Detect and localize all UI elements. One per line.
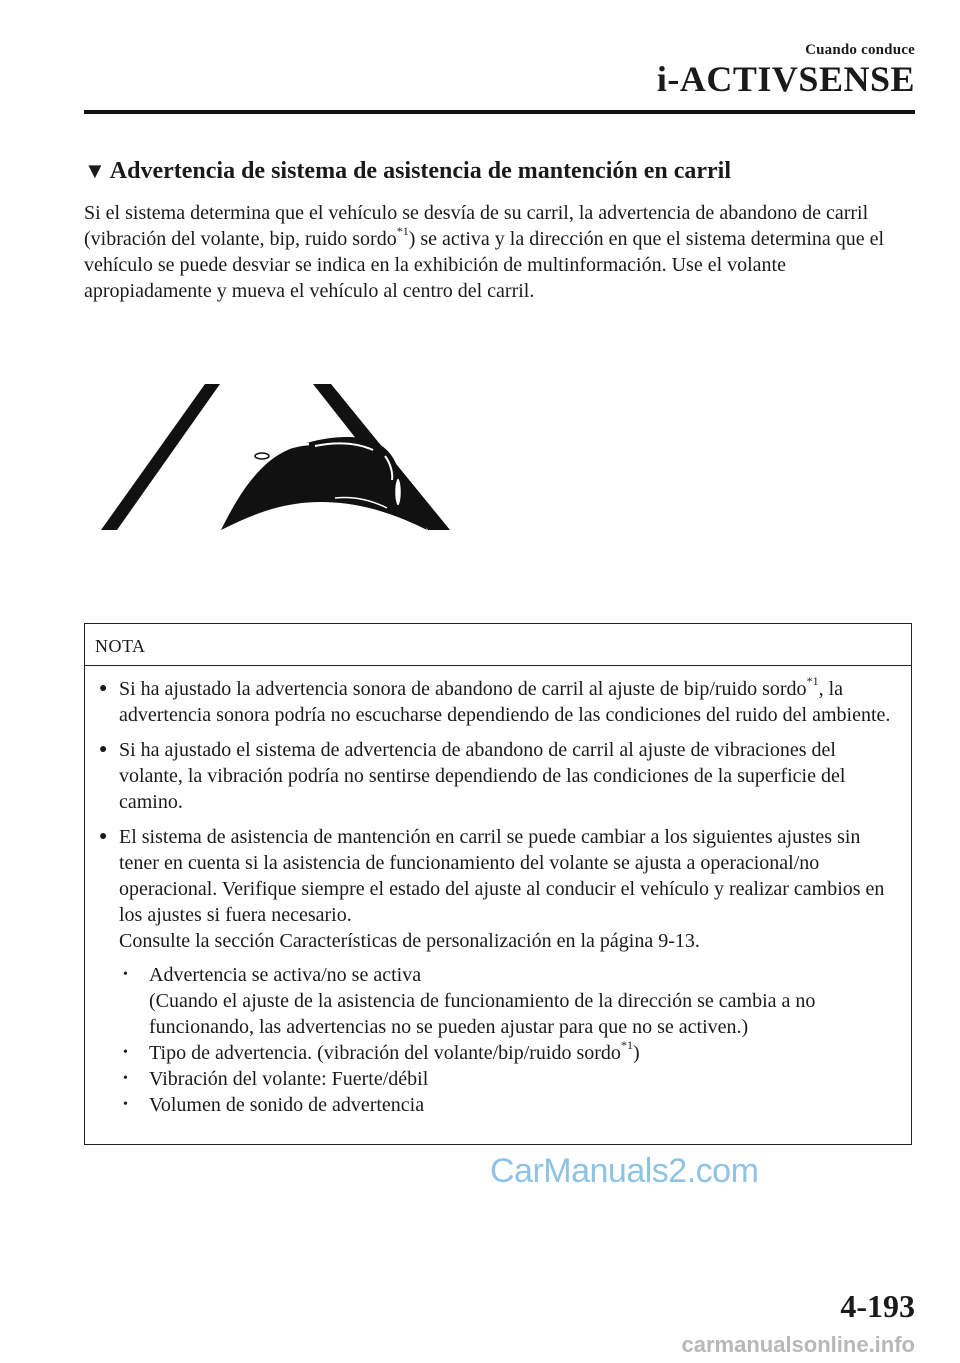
footnote-ref: *1 (396, 224, 409, 239)
small-bullet-icon: • (123, 1097, 128, 1112)
note-item-1-part1: Si ha ajustado la advertencia sonora de abandono de carril al ajuste de bip/ruido sordo (119, 678, 807, 700)
sub-item-3-text: Vibración del volante: Fuerte/débil (149, 1068, 429, 1090)
body-text-part1: Si el sistema determina que el vehículo se desvía de su carril, la advertencia de abandono de carril (vibración del volante, bip, ruido sordo (84, 202, 869, 250)
watermark-carmanualsonline[interactable]: carmanualsonline.info (681, 1332, 915, 1357)
note-item (97, 676, 899, 728)
bullet-icon: ● (99, 829, 108, 844)
lane-line-left-icon (101, 384, 220, 530)
sub-item-2-close: ) (632, 1042, 640, 1064)
triangle-marker-icon: ▼ (84, 158, 106, 183)
small-bullet-icon: • (123, 1071, 128, 1086)
footnote-ref: *1 (806, 674, 819, 689)
note-item-2-text: Si ha ajustado el sistema de advertencia de abandono de carril al ajuste de vibraciones del volante, la vibración podría no sentirse dependiendo de las condiciones de la superficie del camino. (119, 739, 846, 813)
note-sub-list (119, 962, 899, 1118)
note-item-3-reference: Consulte la sección Características de personalización en la página 9-13. (119, 930, 700, 952)
sub-list-item (119, 962, 899, 1040)
note-item-3-text: El sistema de asistencia de mantención en carril se puede cambiar a los siguientes ajustes sin tener en cuenta si la asistencia de funcionamiento del volante se ajusta a operacional/no operacional. Verifique siempre el estado del ajuste al conducir el vehículo y realizar cambios en los ajustes si fuera necesario. (119, 826, 885, 926)
sub-list-item (119, 1092, 899, 1118)
sub-item-4-text: Volumen de sonido de advertencia (149, 1094, 425, 1116)
note-item (97, 824, 899, 1118)
header-section-label: Cuando conduce (805, 42, 915, 58)
section-heading (84, 158, 914, 185)
bullet-icon: ● (99, 681, 108, 696)
sub-item-1-detail: (Cuando el ajuste de la asistencia de funcionamiento de la dirección se cambia a no funcionando, las advertencias no se pueden ajustar para que no se activen.) (149, 990, 816, 1038)
body-paragraph (84, 200, 914, 304)
sub-list-item (119, 1066, 899, 1092)
watermark-carmanuals2[interactable]: CarManuals2.com (490, 1152, 759, 1190)
small-bullet-icon: • (123, 1045, 128, 1060)
sub-item-1-title: Advertencia se activa/no se activa (149, 964, 422, 986)
header-title: i-ACTIVSENSE (656, 59, 915, 99)
small-bullet-icon: • (123, 967, 128, 982)
section-heading-text: Advertencia de sistema de asistencia de mantención en carril (109, 158, 732, 184)
car-silhouette-icon (221, 437, 427, 530)
body-text-part2: ) se activa y la dirección en que el sistema determina que el vehículo se puede desviar se indica en la exhibición de multinformación. Use el volante apropiadamente y mueva el vehículo al centro del carril. (84, 228, 885, 302)
note-item (97, 737, 899, 815)
note-title: NOTA (85, 624, 911, 666)
note-item-1-part2: , la advertencia sonora podría no escucharse dependiendo de las condiciones del ruido del ambiente. (119, 678, 891, 726)
bullet-icon: ● (99, 742, 108, 757)
footnote-ref: *1 (620, 1038, 633, 1053)
sub-item-2-text: Tipo de advertencia. (vibración del volante/bip/ruido sordo (149, 1042, 621, 1064)
note-box (84, 623, 912, 1145)
lane-departure-illustration (95, 380, 455, 535)
page-number: 4-193 (840, 1288, 915, 1324)
note-list (85, 666, 911, 1118)
sub-list-item (119, 1040, 899, 1066)
header-rule (84, 110, 915, 114)
